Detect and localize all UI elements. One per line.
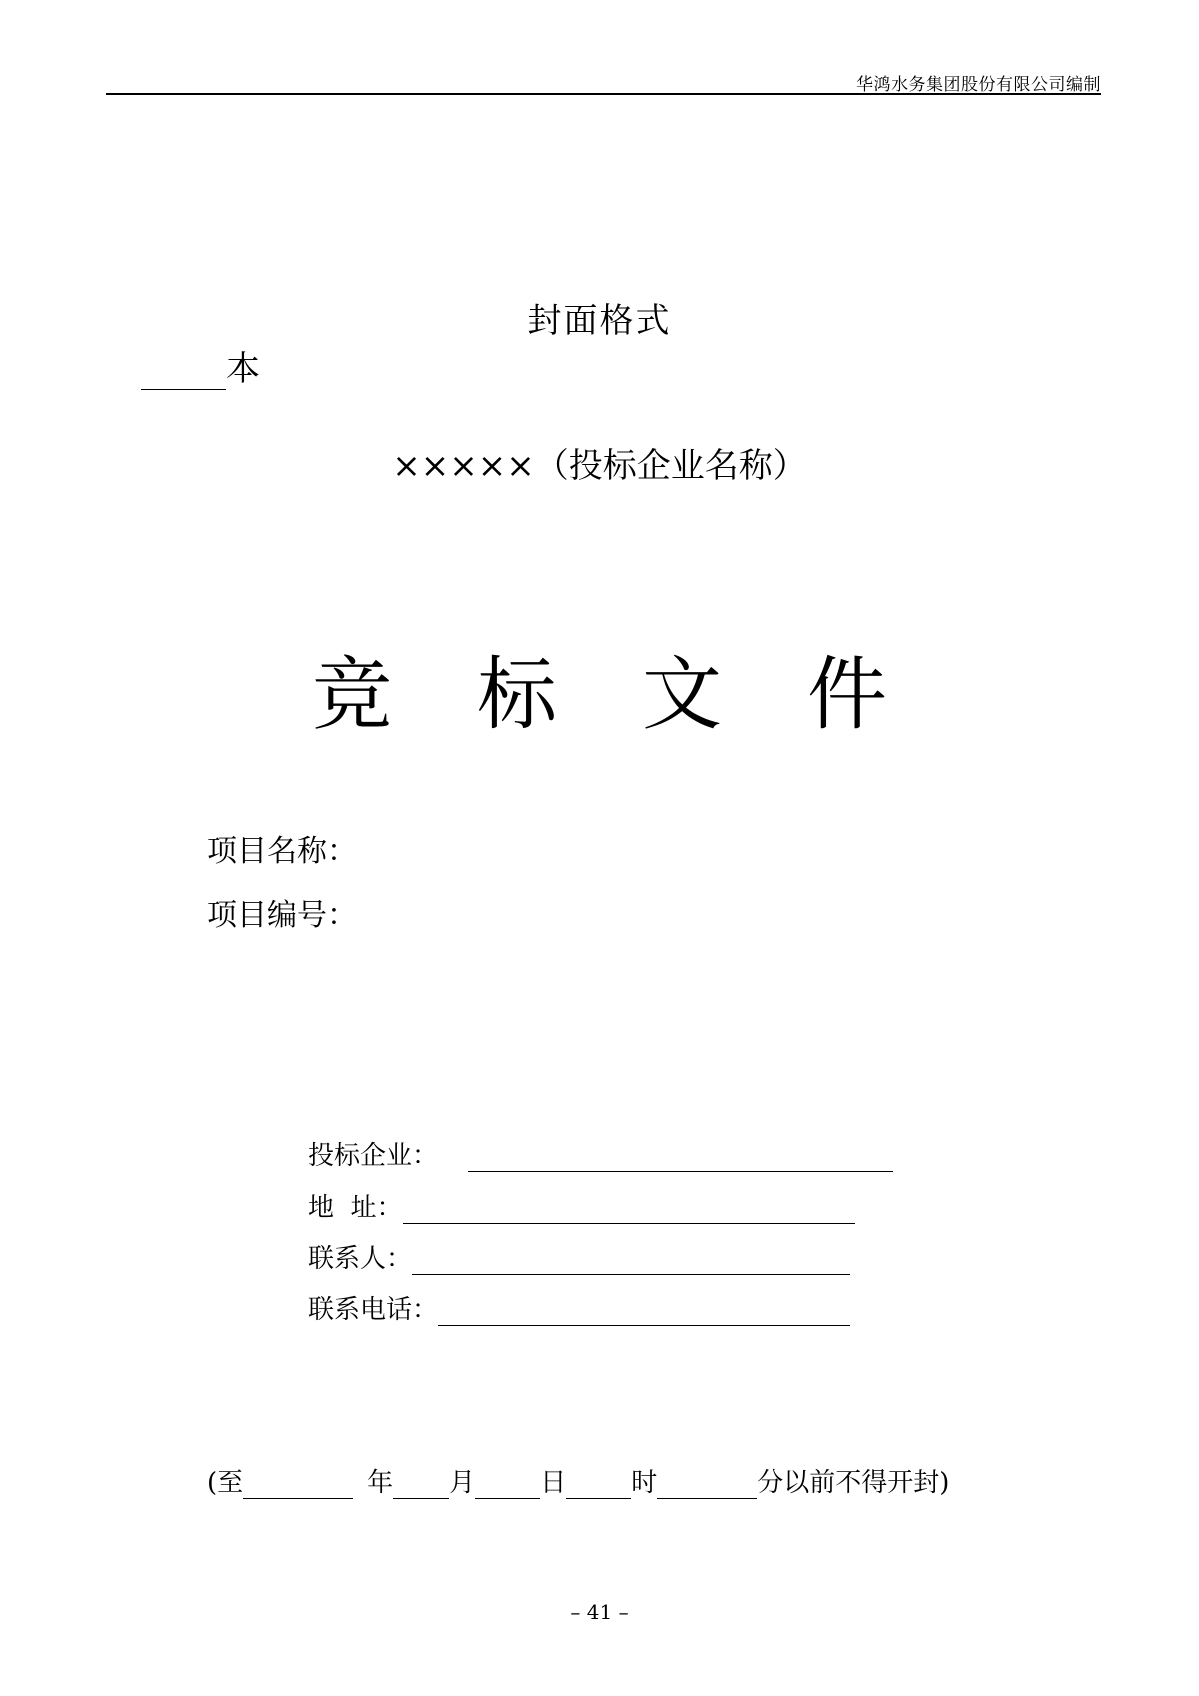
deadline-open-paren: (至 [207,1468,244,1498]
phone-label: 联系电话： [308,1295,439,1325]
deadline-minute-blank[interactable] [657,1470,757,1499]
project-name-label: 项目名称： [207,834,357,869]
bidder-company-row [308,1135,893,1172]
doc-title-char-3: 文 [642,648,807,741]
header-publisher: 华鸿水务集团股份有限公司编制 [856,75,1101,95]
deadline-suffix: 分以前不得开封) [757,1468,950,1498]
deadline-month-blank[interactable] [393,1470,449,1499]
document-title [0,630,1199,745]
contact-label: 联系人： [308,1244,413,1274]
doc-title-char-1: 竞 [312,648,477,741]
phone-blank[interactable] [438,1297,850,1326]
address-row [308,1187,855,1224]
deadline-year-blank[interactable] [243,1470,353,1499]
header-divider [106,93,1101,95]
bidder-company-blank[interactable] [468,1143,893,1172]
phone-row [308,1289,850,1326]
address-blank[interactable] [403,1195,855,1224]
copies-suffix: 本 [226,349,260,389]
opening-deadline [207,1462,949,1499]
deadline-hour-label: 时 [631,1468,658,1498]
contact-row [308,1238,850,1275]
page-number: – 41 – [570,1600,629,1624]
deadline-day-label: 日 [540,1468,567,1498]
copies-field [141,341,260,390]
project-number-label: 项目编号： [207,898,357,933]
company-placeholder: ×××××（投标企业名称） [392,446,807,486]
bidder-company-label: 投标企业： [308,1141,439,1171]
deadline-day-blank[interactable] [475,1470,540,1499]
deadline-year-label: 年 [367,1468,394,1498]
deadline-month-label: 月 [449,1468,476,1498]
contact-blank[interactable] [412,1246,850,1275]
deadline-hour-blank[interactable] [566,1470,631,1499]
address-label: 地 址： [308,1193,403,1223]
doc-title-char-2: 标 [477,648,642,741]
copies-blank-line [141,354,226,390]
format-title: 封面格式 [527,301,672,341]
doc-title-char-4: 件 [807,648,972,741]
